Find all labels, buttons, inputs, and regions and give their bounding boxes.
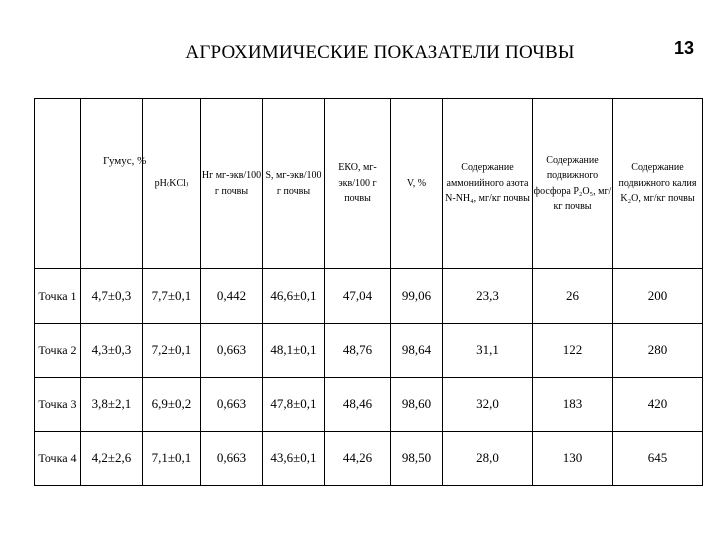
row-label: Точка 2 (35, 323, 81, 377)
header-humus: Гумус, % (81, 99, 143, 269)
cell-s: 43,6±0,1 (263, 431, 325, 485)
cell-phosphorus: 26 (533, 269, 613, 323)
cell-nitrogen: 28,0 (443, 431, 533, 485)
table-row (35, 377, 703, 431)
cell-s: 46,6±0,1 (263, 269, 325, 323)
cell-humus: 3,8±2,1 (81, 377, 143, 431)
header-s: S, мг-экв/100 г почвы (263, 99, 325, 269)
header-phosphorus: Содержание подвижного фосфора P₂O₅, мг/кг почвы (533, 99, 613, 269)
table-row (35, 431, 703, 485)
row-label: Точка 3 (35, 377, 81, 431)
cell-phosphorus: 122 (533, 323, 613, 377)
header-potassium: Содержание подвижного калия K₂O, мг/кг почвы (613, 99, 703, 269)
cell-v: 99,06 (391, 269, 443, 323)
cell-v: 98,50 (391, 431, 443, 485)
row-label: Точка 4 (35, 431, 81, 485)
cell-eko: 48,76 (325, 323, 391, 377)
header-hg: Нг мг-экв/100 г почвы (201, 99, 263, 269)
header-v: V, % (391, 99, 443, 269)
header-eko: ЕКО, мг-экв/100 г почвы (325, 99, 391, 269)
page-title: АГРОХИМИЧЕСКИЕ ПОКАЗАТЕЛИ ПОЧВЫ (185, 42, 575, 63)
header-ph: pH₍KCl₎ (143, 99, 201, 269)
cell-phosphorus: 130 (533, 431, 613, 485)
cell-potassium: 200 (613, 269, 703, 323)
cell-hg: 0,663 (201, 431, 263, 485)
cell-ph: 6,9±0,2 (143, 377, 201, 431)
cell-v: 98,60 (391, 377, 443, 431)
row-label: Точка 1 (35, 269, 81, 323)
cell-eko: 44,26 (325, 431, 391, 485)
header-row (35, 99, 703, 269)
cell-humus: 4,7±0,3 (81, 269, 143, 323)
cell-hg: 0,663 (201, 377, 263, 431)
cell-potassium: 645 (613, 431, 703, 485)
cell-hg: 0,663 (201, 323, 263, 377)
cell-humus: 4,2±2,6 (81, 431, 143, 485)
cell-eko: 48,46 (325, 377, 391, 431)
cell-nitrogen: 23,3 (443, 269, 533, 323)
cell-nitrogen: 31,1 (443, 323, 533, 377)
cell-hg: 0,442 (201, 269, 263, 323)
table-row (35, 323, 703, 377)
cell-potassium: 420 (613, 377, 703, 431)
soil-indicators-table (34, 98, 703, 486)
cell-eko: 47,04 (325, 269, 391, 323)
cell-ph: 7,2±0,1 (143, 323, 201, 377)
cell-s: 47,8±0,1 (263, 377, 325, 431)
cell-s: 48,1±0,1 (263, 323, 325, 377)
header-nitrogen: Содержание аммонийного азота N-NH₄, мг/кг почвы (443, 99, 533, 269)
cell-humus: 4,3±0,3 (81, 323, 143, 377)
cell-potassium: 280 (613, 323, 703, 377)
header-corner (35, 99, 81, 269)
cell-v: 98,64 (391, 323, 443, 377)
cell-nitrogen: 32,0 (443, 377, 533, 431)
cell-ph: 7,1±0,1 (143, 431, 201, 485)
page-number: 13 (673, 38, 695, 58)
cell-ph: 7,7±0,1 (143, 269, 201, 323)
table-row (35, 269, 703, 323)
cell-phosphorus: 183 (533, 377, 613, 431)
